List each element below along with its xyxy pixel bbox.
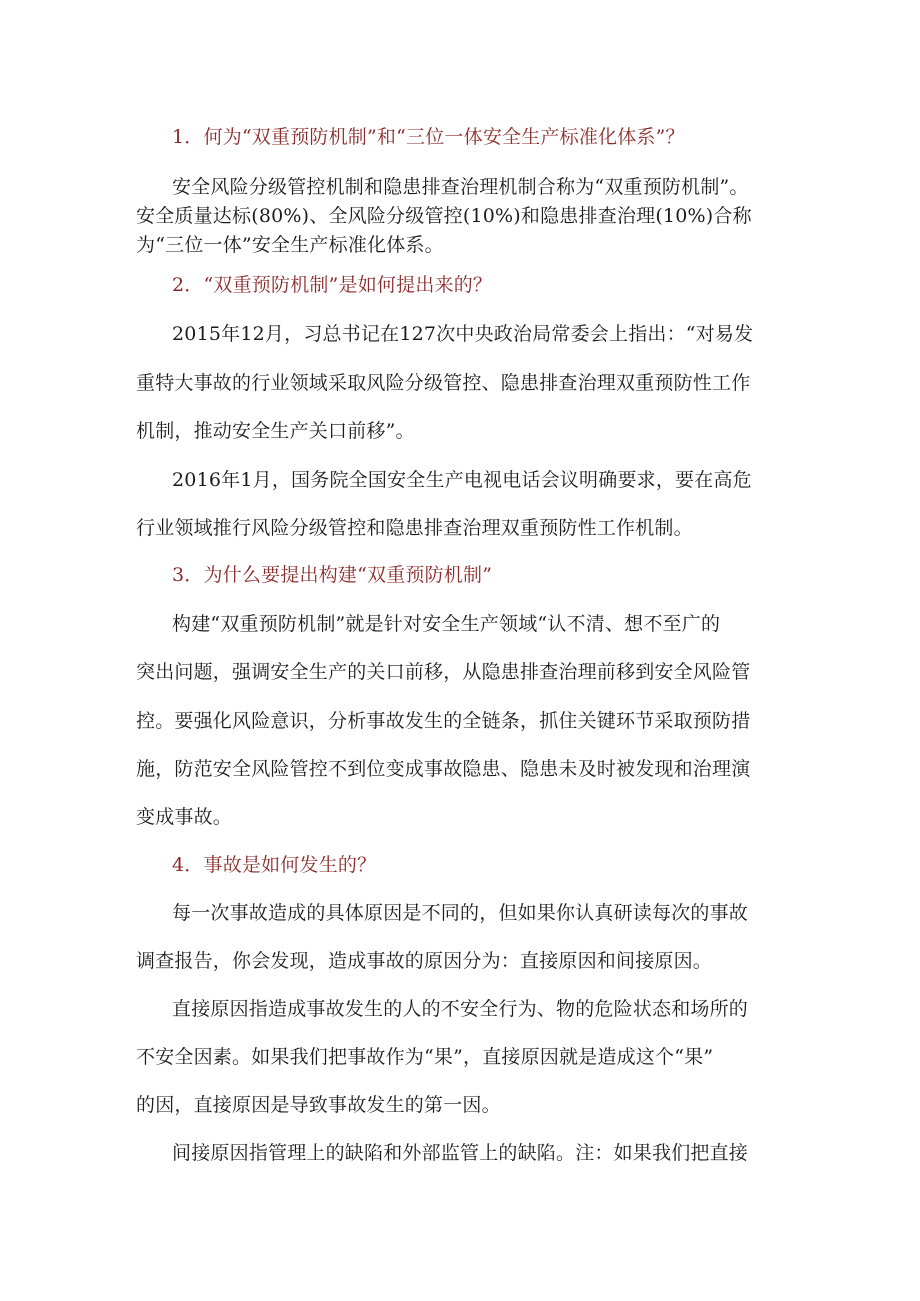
paragraph-line: 重特大事故的行业领域采取风险分级管控、隐患排查治理双重预防性工作 — [136, 372, 751, 394]
paragraph-line: 每一次事故造成的具体原因是不同的，但如果你认真研读每次的事故 — [172, 902, 749, 924]
paragraph-line: 不安全因素。如果我们把事故作为“果”，直接原因就是造成这个“果” — [136, 1046, 714, 1068]
paragraph-line: 行业领域推行风险分级管控和隐患排查治理双重预防性工作机制。 — [136, 517, 693, 539]
paragraph-line: 突出问题，强调安全生产的关口前移，从隐患排查治理前移到安全风险管 — [136, 661, 751, 683]
heading-q3: 3．为什么要提出构建“双重预防机制” — [172, 564, 493, 586]
paragraph-line: 的因，直接原因是导致事故发生的第一因。 — [136, 1094, 501, 1116]
heading-q4: 4．事故是如何发生的？ — [172, 854, 377, 876]
paragraph-line: 安全质量达标(80%)、全风险分级管控(10%)和隐患排查治理(10%)合称 — [136, 205, 752, 227]
heading-q2: 2．“双重预防机制”是如何提出来的？ — [172, 274, 493, 296]
paragraph-line: 施，防范安全风险管控不到位变成事故隐患、隐患未及时被发现和治理演 — [136, 758, 751, 780]
paragraph-line: 2015年12月，习总书记在127次中央政治局常委会上指出：“对易发 — [172, 323, 754, 345]
paragraph-line: 安全风险分级管控机制和隐患排查治理机制合称为“双重预防机制”。 — [172, 176, 749, 198]
paragraph-line: 机制，推动安全生产关口前移”。 — [136, 420, 415, 442]
paragraph-line: 间接原因指管理上的缺陷和外部监管上的缺陷。注：如果我们把直接 — [172, 1142, 749, 1164]
paragraph-line: 调查报告，你会发现，造成事故的原因分为：直接原因和间接原因。 — [136, 950, 713, 972]
paragraph-line: 控。要强化风险意识，分析事故发生的全链条，抓住关键环节采取预防措 — [136, 710, 751, 732]
paragraph-line: 变成事故。 — [136, 806, 233, 828]
paragraph-line: 直接原因指造成事故发生的人的不安全行为、物的危险状态和场所的 — [172, 998, 749, 1020]
paragraph-line: 为“三位一体”安全生产标准化体系。 — [136, 234, 444, 256]
paragraph-line: 构建“双重预防机制”就是针对安全生产领域“认不清、想不至广的 — [172, 613, 721, 635]
paragraph-line: 2016年1月，国务院全国安全生产电视电话会议明确要求，要在高危 — [172, 469, 752, 491]
heading-q1: 1．何为“双重预防机制”和“三位一体安全生产标准化体系”？ — [172, 126, 685, 148]
